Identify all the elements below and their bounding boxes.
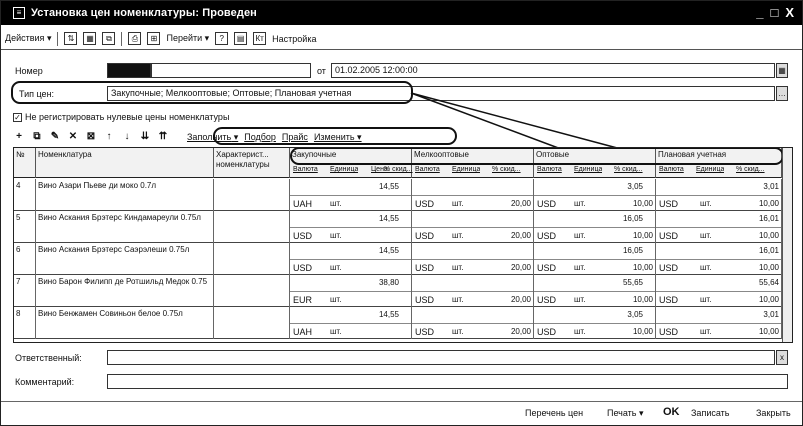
purchase-price: 38,80 bbox=[378, 278, 399, 287]
small-wholesale-unit: шт. bbox=[452, 263, 464, 272]
cell-divider bbox=[290, 259, 411, 260]
cell-divider bbox=[412, 259, 533, 260]
clear-icon[interactable]: x bbox=[776, 350, 788, 365]
cell-num[interactable] bbox=[14, 243, 36, 275]
bottom-bar bbox=[1, 401, 802, 425]
row-number: 8 bbox=[16, 309, 21, 318]
cell-small-wholesale[interactable] bbox=[412, 211, 534, 243]
subheader-pct: % скид... bbox=[614, 166, 643, 173]
purchase-price: 14,55 bbox=[378, 214, 399, 223]
wholesale-currency: USD bbox=[537, 295, 557, 305]
cell-small-wholesale[interactable] bbox=[412, 307, 534, 339]
table-row[interactable] bbox=[14, 179, 792, 211]
cell-purchase[interactable] bbox=[290, 275, 412, 307]
small-wholesale-pct: 20,00 bbox=[510, 199, 531, 208]
cell-small-wholesale[interactable] bbox=[412, 179, 534, 211]
planned-price: 3,01 bbox=[763, 310, 779, 319]
table-icon[interactable]: ▦ bbox=[83, 32, 96, 45]
delete-all-icon[interactable]: ⊠ bbox=[86, 131, 96, 142]
price-list-button[interactable]: Прайс bbox=[281, 132, 308, 142]
no-register-zero-label: Не регистрировать нулевые цены номенклатуры bbox=[25, 112, 230, 122]
edit-row-icon[interactable]: ✎ bbox=[50, 131, 60, 142]
row-number: 4 bbox=[16, 181, 21, 190]
purchase-unit: шт. bbox=[330, 263, 342, 272]
close-button[interactable]: X bbox=[785, 5, 794, 20]
table-row[interactable] bbox=[14, 243, 792, 275]
cell-divider bbox=[290, 323, 411, 324]
cell-planned[interactable] bbox=[656, 307, 782, 339]
subheader-unit: Единица bbox=[452, 166, 481, 173]
price-types-label: Тип цен: bbox=[19, 89, 55, 99]
grid-toolbar bbox=[13, 129, 362, 145]
planned-pct: 10,00 bbox=[758, 327, 779, 336]
delete-row-icon[interactable]: ✕ bbox=[68, 131, 78, 142]
cell-characteristic[interactable] bbox=[214, 275, 290, 307]
annotation-line bbox=[411, 93, 561, 149]
subheader-price: Цена bbox=[371, 166, 388, 173]
wholesale-price: 3,05 bbox=[627, 182, 643, 191]
small-wholesale-currency: USD bbox=[415, 263, 435, 273]
wholesale-price: 16,05 bbox=[622, 214, 643, 223]
cell-item[interactable] bbox=[36, 275, 214, 307]
number-field[interactable] bbox=[107, 63, 151, 78]
purchase-currency: USD bbox=[293, 231, 313, 241]
post-icon[interactable]: ⇅ bbox=[64, 32, 77, 45]
wholesale-currency: USD bbox=[537, 327, 557, 337]
subheader-currency: Валюта bbox=[537, 166, 562, 173]
cell-divider bbox=[656, 291, 781, 292]
minimize-button[interactable]: _ bbox=[756, 5, 764, 20]
cell-planned[interactable] bbox=[656, 179, 782, 211]
small-wholesale-unit: шт. bbox=[452, 199, 464, 208]
wholesale-unit: шт. bbox=[574, 327, 586, 336]
cell-divider bbox=[412, 227, 533, 228]
select-ellipsis-icon[interactable]: … bbox=[776, 86, 788, 101]
planned-pct: 10,00 bbox=[758, 231, 779, 240]
cell-divider bbox=[290, 195, 411, 196]
cell-divider bbox=[534, 227, 655, 228]
purchase-unit: шт. bbox=[330, 295, 342, 304]
small-wholesale-pct: 20,00 bbox=[510, 231, 531, 240]
planned-pct: 10,00 bbox=[758, 199, 779, 208]
table-row[interactable] bbox=[14, 211, 792, 243]
change-menu[interactable]: Изменить ▾ bbox=[313, 131, 362, 142]
cell-item[interactable] bbox=[36, 179, 214, 211]
table-row[interactable] bbox=[14, 275, 792, 307]
copy-icon[interactable]: ⧉ bbox=[102, 32, 115, 45]
planned-currency: USD bbox=[659, 231, 679, 241]
cell-planned[interactable] bbox=[656, 211, 782, 243]
cell-divider bbox=[656, 259, 781, 260]
header-characteristic[interactable]: Характерист... номенклатуры bbox=[214, 148, 290, 178]
cell-characteristic[interactable] bbox=[214, 211, 290, 243]
checkbox-box[interactable]: ✓ bbox=[14, 112, 21, 122]
cell-num[interactable] bbox=[14, 179, 36, 211]
planned-unit: шт. bbox=[700, 199, 712, 208]
item-name: Вино Аскания Брэтерс Киндамареули 0.75л bbox=[38, 213, 201, 222]
subheader-unit: Единица bbox=[574, 166, 603, 173]
cell-wholesale[interactable] bbox=[534, 275, 656, 307]
title-bar bbox=[1, 1, 802, 25]
cell-divider bbox=[412, 195, 533, 196]
ok-button[interactable]: OK bbox=[663, 406, 680, 418]
header-item[interactable]: Номенклатура bbox=[36, 148, 214, 178]
wholesale-price: 55,65 bbox=[622, 278, 643, 287]
wholesale-unit: шт. bbox=[574, 263, 586, 272]
close-form-button[interactable]: Закрыть bbox=[756, 408, 791, 418]
cell-divider bbox=[290, 227, 411, 228]
small-wholesale-currency: USD bbox=[415, 231, 435, 241]
toolbar-separator bbox=[57, 32, 58, 46]
comment-field[interactable] bbox=[107, 374, 788, 389]
purchase-currency: UAH bbox=[293, 327, 313, 337]
cell-wholesale[interactable] bbox=[534, 211, 656, 243]
small-wholesale-unit: шт. bbox=[452, 327, 464, 336]
cell-wholesale[interactable] bbox=[534, 179, 656, 211]
planned-unit: шт. bbox=[700, 263, 712, 272]
small-wholesale-currency: USD bbox=[415, 295, 435, 305]
planned-currency: USD bbox=[659, 327, 679, 337]
planned-unit: шт. bbox=[700, 295, 712, 304]
actions-menu[interactable]: Действия ▾ bbox=[5, 33, 52, 43]
wholesale-currency: USD bbox=[537, 263, 557, 273]
subheader-currency: Валюта bbox=[659, 166, 684, 173]
purchase-unit: шт. bbox=[330, 199, 342, 208]
save-button[interactable]: Записать bbox=[691, 408, 730, 418]
item-name: Вино Бенжамен Совиньон белое 0.75л bbox=[38, 309, 183, 318]
responsible-field[interactable] bbox=[107, 350, 775, 365]
print-icon[interactable]: ⎙ bbox=[128, 32, 141, 45]
calendar-icon[interactable]: ▦ bbox=[776, 63, 788, 78]
sort-desc-icon[interactable]: ⇈ bbox=[158, 131, 168, 142]
item-name: Вино Аскания Брэтерс Саэрэлеши 0.75л bbox=[38, 245, 190, 254]
row-number: 6 bbox=[16, 245, 21, 254]
planned-currency: USD bbox=[659, 199, 679, 209]
cell-divider bbox=[290, 291, 411, 292]
window-title: Установка цен номенклатуры: Проведен bbox=[31, 7, 257, 19]
move-up-icon[interactable]: ↑ bbox=[106, 131, 112, 142]
cell-planned[interactable] bbox=[656, 243, 782, 275]
planned-price: 16,01 bbox=[758, 246, 779, 255]
item-name: Вино Барон Филипп де Ротшильд Медок 0.75 bbox=[38, 277, 208, 286]
number-label: Номер bbox=[15, 66, 43, 76]
cell-characteristic[interactable] bbox=[214, 307, 290, 339]
cell-num[interactable] bbox=[14, 307, 36, 339]
wholesale-currency: USD bbox=[537, 231, 557, 241]
annotation-line bbox=[411, 93, 621, 149]
select-button[interactable]: Подбор bbox=[244, 132, 276, 142]
no-register-zero-checkbox[interactable] bbox=[13, 112, 229, 122]
purchase-unit: шт. bbox=[330, 327, 342, 336]
planned-price: 3,01 bbox=[763, 182, 779, 191]
table-row[interactable] bbox=[14, 307, 792, 339]
help-icon[interactable]: ? bbox=[215, 32, 228, 45]
cell-item[interactable] bbox=[36, 307, 214, 339]
cell-characteristic[interactable] bbox=[214, 179, 290, 211]
wholesale-price: 3,05 bbox=[627, 310, 643, 319]
date-field[interactable]: 01.02.2005 12:00:00 bbox=[331, 63, 775, 78]
cell-divider bbox=[412, 323, 533, 324]
wholesale-pct: 10,00 bbox=[632, 263, 653, 272]
fill-menu[interactable]: Заполнить ▾ bbox=[187, 131, 239, 142]
subheader-currency: Валюта bbox=[293, 166, 318, 173]
cell-divider bbox=[412, 291, 533, 292]
cell-divider bbox=[534, 291, 655, 292]
purchase-price: 14,55 bbox=[378, 182, 399, 191]
print-menu[interactable]: Печать ▾ bbox=[607, 408, 644, 418]
cell-divider bbox=[656, 323, 781, 324]
header-purchase-label: Закупочные bbox=[292, 150, 337, 159]
vertical-scrollbar[interactable] bbox=[782, 148, 792, 343]
purchase-unit: шт. bbox=[330, 231, 342, 240]
comment-label: Комментарий: bbox=[15, 377, 75, 387]
header-num[interactable]: № bbox=[14, 148, 36, 178]
cell-num[interactable] bbox=[14, 275, 36, 307]
small-wholesale-pct: 20,00 bbox=[510, 295, 531, 304]
cell-small-wholesale[interactable] bbox=[412, 275, 534, 307]
wholesale-unit: шт. bbox=[574, 231, 586, 240]
purchase-price: 14,55 bbox=[378, 246, 399, 255]
subheader-currency: Валюта bbox=[415, 166, 440, 173]
cell-purchase[interactable] bbox=[290, 179, 412, 211]
cell-divider bbox=[656, 195, 781, 196]
wholesale-pct: 10,00 bbox=[632, 295, 653, 304]
number-field-rest[interactable] bbox=[151, 63, 311, 78]
sort-asc-icon[interactable]: ⇊ bbox=[140, 131, 150, 142]
subheader-unit: Единица bbox=[330, 166, 359, 173]
subheader-unit: Единица bbox=[696, 166, 725, 173]
cell-item[interactable] bbox=[36, 243, 214, 275]
structure-icon[interactable]: ⊞ bbox=[147, 32, 160, 45]
maximize-button[interactable]: □ bbox=[770, 5, 779, 20]
purchase-currency: EUR bbox=[293, 295, 313, 305]
prices-table bbox=[13, 147, 793, 343]
move-down-icon[interactable]: ↓ bbox=[124, 131, 130, 142]
cell-item[interactable] bbox=[36, 211, 214, 243]
item-name: Вино Азари Пьеве ди моко 0.7л bbox=[38, 181, 157, 190]
header-small-wholesale-label: Мелкооптовые bbox=[414, 150, 469, 159]
price-types-field[interactable]: Закупочные; Мелкооптовые; Оптовые; Плановая учетная bbox=[107, 86, 775, 101]
cell-divider bbox=[534, 195, 655, 196]
cell-divider bbox=[534, 259, 655, 260]
responsible-label: Ответственный: bbox=[15, 353, 82, 363]
planned-price: 16,01 bbox=[758, 214, 779, 223]
planned-unit: шт. bbox=[700, 231, 712, 240]
add-row-icon[interactable]: + bbox=[16, 131, 22, 142]
purchase-price: 14,55 bbox=[378, 310, 399, 319]
small-wholesale-currency: USD bbox=[415, 327, 435, 337]
cell-purchase[interactable] bbox=[290, 307, 412, 339]
wholesale-pct: 10,00 bbox=[632, 199, 653, 208]
wholesale-pct: 10,00 bbox=[632, 327, 653, 336]
toolbar-separator bbox=[121, 32, 122, 46]
main-toolbar bbox=[1, 28, 802, 50]
wholesale-unit: шт. bbox=[574, 295, 586, 304]
cell-divider bbox=[534, 323, 655, 324]
price-list-button[interactable]: Перечень цен bbox=[525, 408, 584, 418]
subheader-pct: % скид... bbox=[384, 166, 413, 173]
wholesale-currency: USD bbox=[537, 199, 557, 209]
cell-divider bbox=[656, 227, 781, 228]
planned-price: 55,64 bbox=[758, 278, 779, 287]
row-number: 5 bbox=[16, 213, 21, 222]
cell-wholesale[interactable] bbox=[534, 243, 656, 275]
cell-planned[interactable] bbox=[656, 275, 782, 307]
wholesale-pct: 10,00 bbox=[632, 231, 653, 240]
small-wholesale-pct: 20,00 bbox=[510, 263, 531, 272]
planned-pct: 10,00 bbox=[758, 295, 779, 304]
planned-unit: шт. bbox=[700, 327, 712, 336]
small-wholesale-unit: шт. bbox=[452, 231, 464, 240]
document-icon: ≡ bbox=[13, 7, 25, 19]
purchase-currency: UAH bbox=[293, 199, 313, 209]
cell-small-wholesale[interactable] bbox=[412, 243, 534, 275]
dt-kt-icon[interactable]: Кт bbox=[253, 32, 266, 45]
planned-currency: USD bbox=[659, 295, 679, 305]
copy-row-icon[interactable]: ⧉ bbox=[33, 131, 41, 142]
planned-currency: USD bbox=[659, 263, 679, 273]
cell-num[interactable] bbox=[14, 211, 36, 243]
row-number: 7 bbox=[16, 277, 21, 286]
small-wholesale-currency: USD bbox=[415, 199, 435, 209]
settings-button[interactable]: Настройка bbox=[272, 33, 317, 44]
header-wholesale-label: Оптовые bbox=[536, 150, 570, 159]
wholesale-unit: шт. bbox=[574, 199, 586, 208]
goto-menu[interactable]: Перейти ▾ bbox=[166, 33, 210, 43]
subheader-pct: % скид... bbox=[736, 166, 765, 173]
cell-purchase[interactable] bbox=[290, 211, 412, 243]
grid-icon[interactable]: ▤ bbox=[234, 32, 247, 45]
cell-characteristic[interactable] bbox=[214, 243, 290, 275]
subheader-pct: % скид... bbox=[492, 166, 521, 173]
cell-purchase[interactable] bbox=[290, 243, 412, 275]
date-from-label: от bbox=[317, 66, 326, 76]
small-wholesale-pct: 20,00 bbox=[510, 327, 531, 336]
planned-pct: 10,00 bbox=[758, 263, 779, 272]
wholesale-price: 16,05 bbox=[622, 246, 643, 255]
table-header bbox=[14, 148, 792, 178]
header-planned-label: Плановая учетная bbox=[658, 150, 727, 159]
purchase-currency: USD bbox=[293, 263, 313, 273]
small-wholesale-unit: шт. bbox=[452, 295, 464, 304]
cell-wholesale[interactable] bbox=[534, 307, 656, 339]
